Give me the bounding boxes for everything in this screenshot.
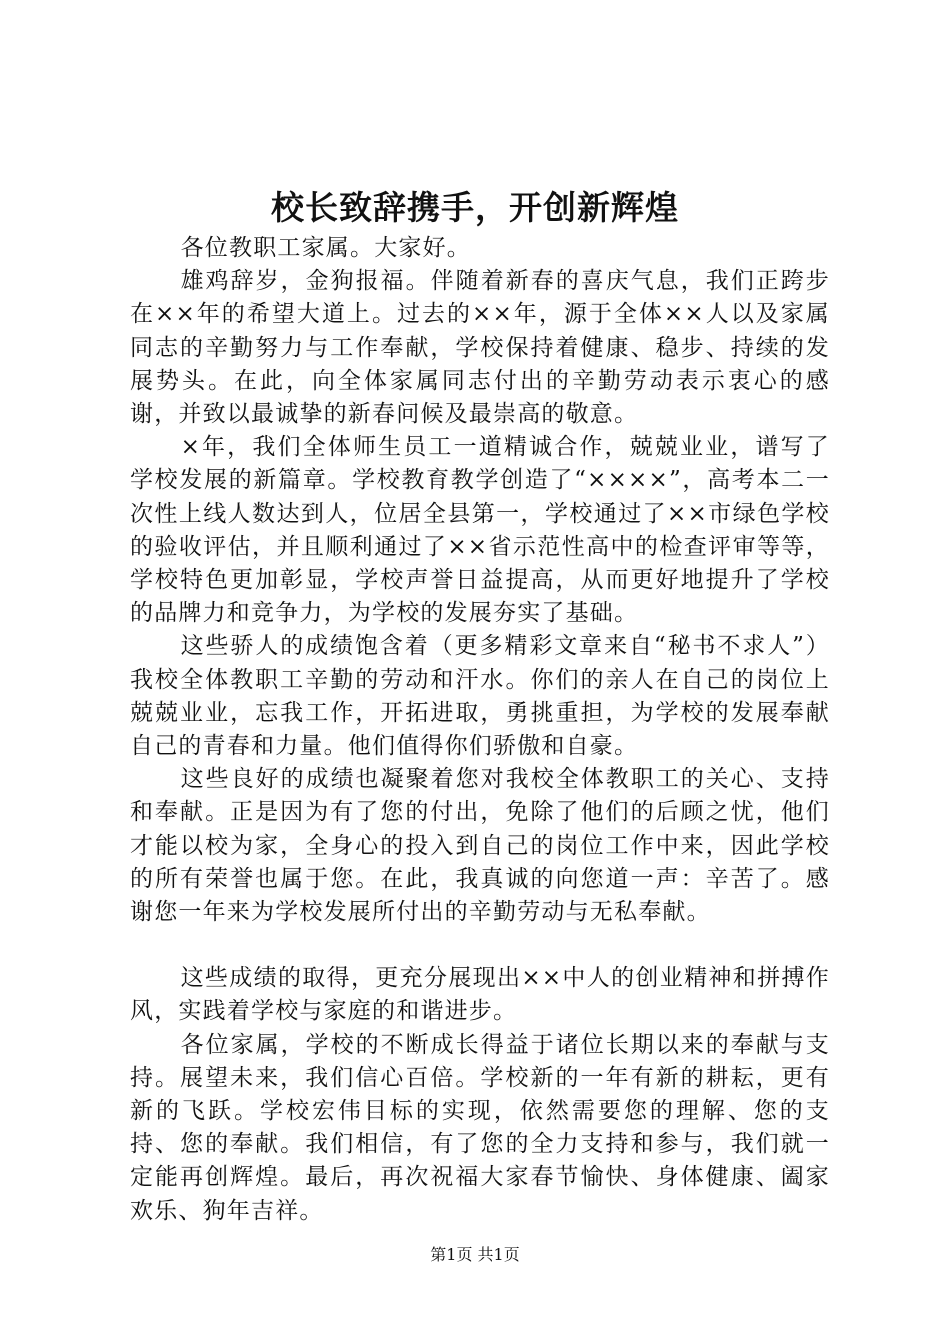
paragraph-family-support: 这些良好的成绩也凝聚着您对我校全体教职工的关心、支持和奉献。正是因为有了您的付出，免除了他们的后顾之忧，他们才能以校为家，全身心的投入到自己的岗位工作中来，因此学校的所有荣誉也属于您。在此，我真诚的向您道一声：辛苦了。感谢您一年来为学校发展所付出的辛勤劳动与无私奉献。 <box>130 766 830 926</box>
paragraph-new-year: 雄鸡辞岁，金狗报福。伴随着新春的喜庆气息，我们正跨步在××年的希望大道上。过去的××年，源于全体××人以及家属同志的辛勤努力与工作奉献，学校保持着健康、稳步、持续的发展势头。在此，向全体家属同志付出的辛勤劳动表示衷心的感谢，并致以最诚挚的新春问候及最崇高的敬意。 <box>130 268 830 428</box>
paragraph-spirit: 这些成绩的取得，更充分展现出××中人的创业精神和拼搏作风，实践着学校与家庭的和谐进步。 <box>130 965 830 1025</box>
page-number-footer: 第1页 共1页 <box>430 1245 520 1264</box>
paragraph-achievements: ×年，我们全体师生员工一道精诚合作，兢兢业业，谱写了学校发展的新篇章。学校教育教学创造了“××××”，高考本二一次性上线人数达到人，位居全县第一，学校通过了××市绿色学校的验收评估，并且顺利通过了××省示范性高中的检查评审等等，学校特色更加彰显，学校声誉日益提高，从而更好地提升了学校的品牌力和竞争力，为学校的发展夯实了基础。 <box>130 434 830 627</box>
paragraph-greeting: 各位教职工家属。大家好。 <box>180 235 471 261</box>
paragraph-closing: 各位家属，学校的不断成长得益于诸位长期以来的奉献与支持。展望未来，我们信心百倍。学校新的一年有新的耕耘，更有新的飞跃。学校宏伟目标的实现，依然需要您的理解、您的支持、您的奉献。我们相信，有了您的全力支持和参与，我们就一定能再创辉煌。最后，再次祝福大家春节愉快、身体健康、阖家欢乐、狗年吉祥。 <box>130 1031 830 1224</box>
document-body <box>130 232 830 1228</box>
document-title: 校长致辞携手，开创新辉煌 <box>271 188 679 227</box>
paragraph-staff-effort: 这些骄人的成绩饱含着（更多精彩文章来自“秘书不求人”）我校全体教职工辛勤的劳动和汗水。你们的亲人在自己的岗位上兢兢业业，忘我工作，开拓进取，勇挑重担，为学校的发展奉献自己的青春和力量。他们值得你们骄傲和自豪。 <box>130 633 830 760</box>
paragraph-spacer <box>130 929 830 962</box>
